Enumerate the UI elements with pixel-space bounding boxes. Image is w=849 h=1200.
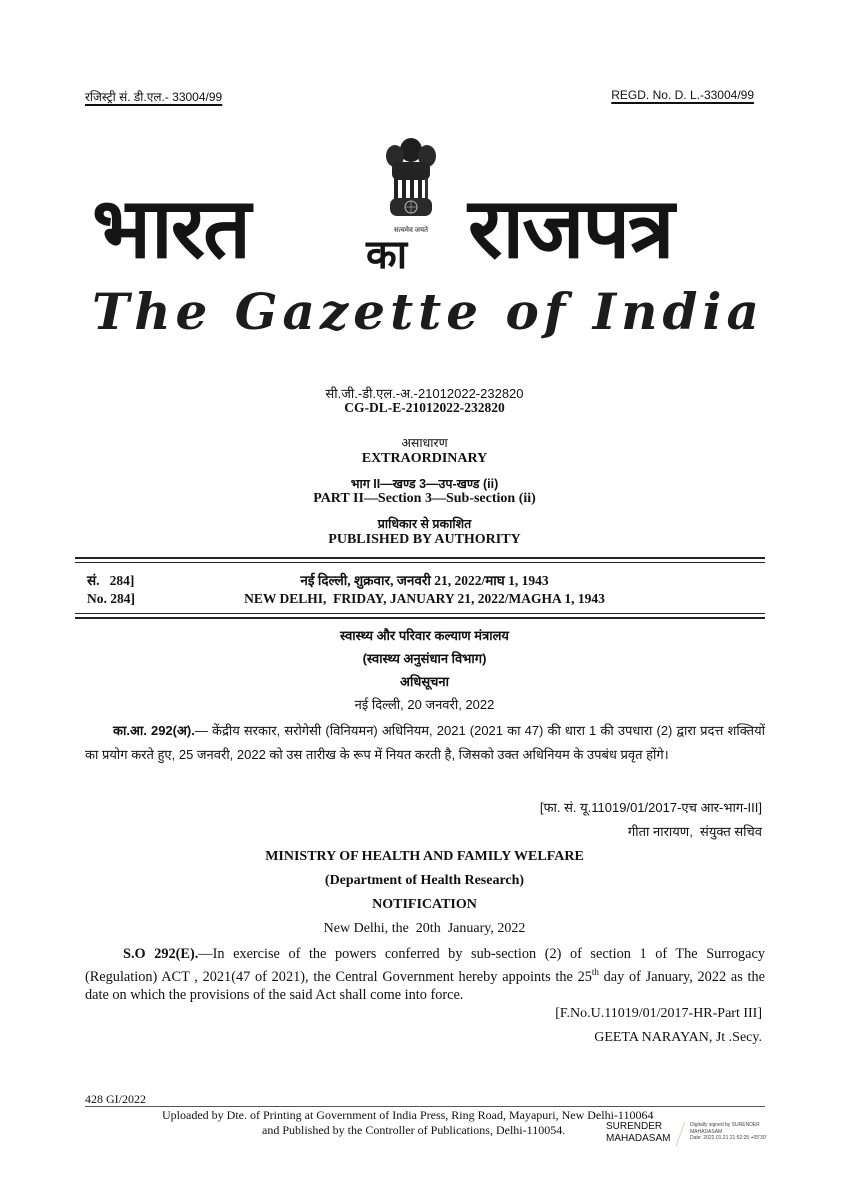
emblem-motto: सत्यमेव जयते [393, 227, 429, 234]
issue-date-english: NEW DELHI, FRIDAY, JANUARY 21, 2022/MAGHA 1, 1943 [244, 591, 605, 606]
english-department: (Department of Health Research) [324, 873, 525, 888]
english-notification-body: S.O 292(E).—In exercise of the powers conferred by sub-section (2) of section 1 of The Surrogacy (Regulation) ACT , 2021(47 of 2021), the Central Government hereby appoints the 25th day of January, 2022 as the date on which the provisions of the said Act shall come into force. [85, 946, 765, 1003]
digital-signer-name: SURENDER MAHADASAM [606, 1121, 671, 1144]
hindi-notification-body: का.आ. 292(अ).— केंद्रीय सरकार, सरोगेसी (विनियमन) अधिनियम, 2021 (2021 का 47) की धारा 1 की उपधारा (2) द्वारा प्रदत्त शक्तियों का प्रयोग करते हुए, 25 जनवरी, 2022 को उस तारीख के रूप में नियत करती है, जिसको उक्त अधिनियम के उपबंध प्रवृत होंगे। [85, 723, 765, 762]
english-file-number: [F.No.U.11019/01/2017-HR-Part III] [555, 1006, 762, 1021]
issue-date-hindi: नई दिल्ली, शुक्रवार, जनवरी 21, 2022/माघ 1, 1943 [300, 573, 549, 588]
part-english: PART II—Section 3—Sub-section (ii) [313, 491, 536, 506]
masthead-hindi-rajpatra: राजपत्र [468, 179, 673, 277]
gazette-code-hindi: सी.जी.-डी.एल.-अ.-21012022-232820 [325, 386, 524, 401]
bottom-double-rule-2 [75, 617, 765, 619]
registration-number-english: REGD. No. D. L.-33004/99 [611, 88, 754, 102]
footer-rule [85, 1106, 765, 1107]
english-date: New Delhi, the 20th January, 2022 [323, 921, 526, 936]
masthead-english-title: The Gazette of India [92, 282, 764, 341]
issue-number-hindi: सं. 284] [87, 573, 135, 588]
hindi-so-number: का.आ. 292(अ). [113, 723, 195, 738]
english-title: NOTIFICATION [372, 897, 477, 912]
english-ministry: MINISTRY OF HEALTH AND FAMILY WELFARE [265, 849, 584, 864]
type-english: EXTRAORDINARY [361, 451, 488, 466]
hindi-file-number: [फा. सं. यू.11019/01/2017-एच आर-भाग-III] [539, 800, 762, 815]
national-emblem-icon [378, 134, 444, 234]
masthead-hindi-bharat: भारत [92, 179, 250, 277]
footer-uploaded-line: Uploaded by Dte. of Printing at Government of India Press, Ring Road, Mayapuri, New Delhi-110064 [162, 1108, 654, 1122]
hindi-title: अधिसूचना [400, 674, 449, 689]
authority-hindi: प्राधिकार से प्रकाशित [377, 517, 472, 531]
hindi-ministry: स्वास्थ्य और परिवार कल्याण मंत्रालय [340, 628, 509, 643]
hindi-signatory: गीता नारायण, संयुक्त सचिव [627, 824, 762, 839]
bottom-double-rule-1 [75, 613, 765, 614]
digital-signature-note: Digitally signed by SURENDER MAHADASAM Date: 2022.01.21 21:52:25 +05'30' [690, 1122, 767, 1141]
english-signatory: GEETA NARAYAN, Jt .Secy. [594, 1030, 762, 1045]
english-so-number: S.O 292(E). [123, 946, 199, 962]
registration-number-hindi: रजिस्ट्री सं. डी.एल.- 33004/99 [85, 90, 223, 104]
issue-number-english: No. 284] [87, 591, 135, 606]
authority-english: PUBLISHED BY AUTHORITY [328, 532, 521, 547]
hindi-date: नई दिल्ली, 20 जनवरी, 2022 [354, 697, 495, 712]
masthead-hindi-ka: का [366, 232, 408, 278]
top-double-rule-2 [75, 562, 765, 563]
type-hindi: असाधारण [401, 436, 448, 450]
gazette-code-english: CG-DL-E-21012022-232820 [344, 400, 505, 415]
top-double-rule-1 [75, 557, 765, 559]
print-code: 428 GI/2022 [85, 1092, 146, 1106]
part-hindi: भाग II—खण्ड 3—उप-खण्ड (ii) [350, 477, 499, 491]
hindi-department: (स्वास्थ्य अनुसंधान विभाग) [362, 651, 487, 666]
signature-mark [676, 1122, 686, 1147]
footer-published-line: and Published by the Controller of Publications, Delhi-110054. [262, 1123, 566, 1137]
